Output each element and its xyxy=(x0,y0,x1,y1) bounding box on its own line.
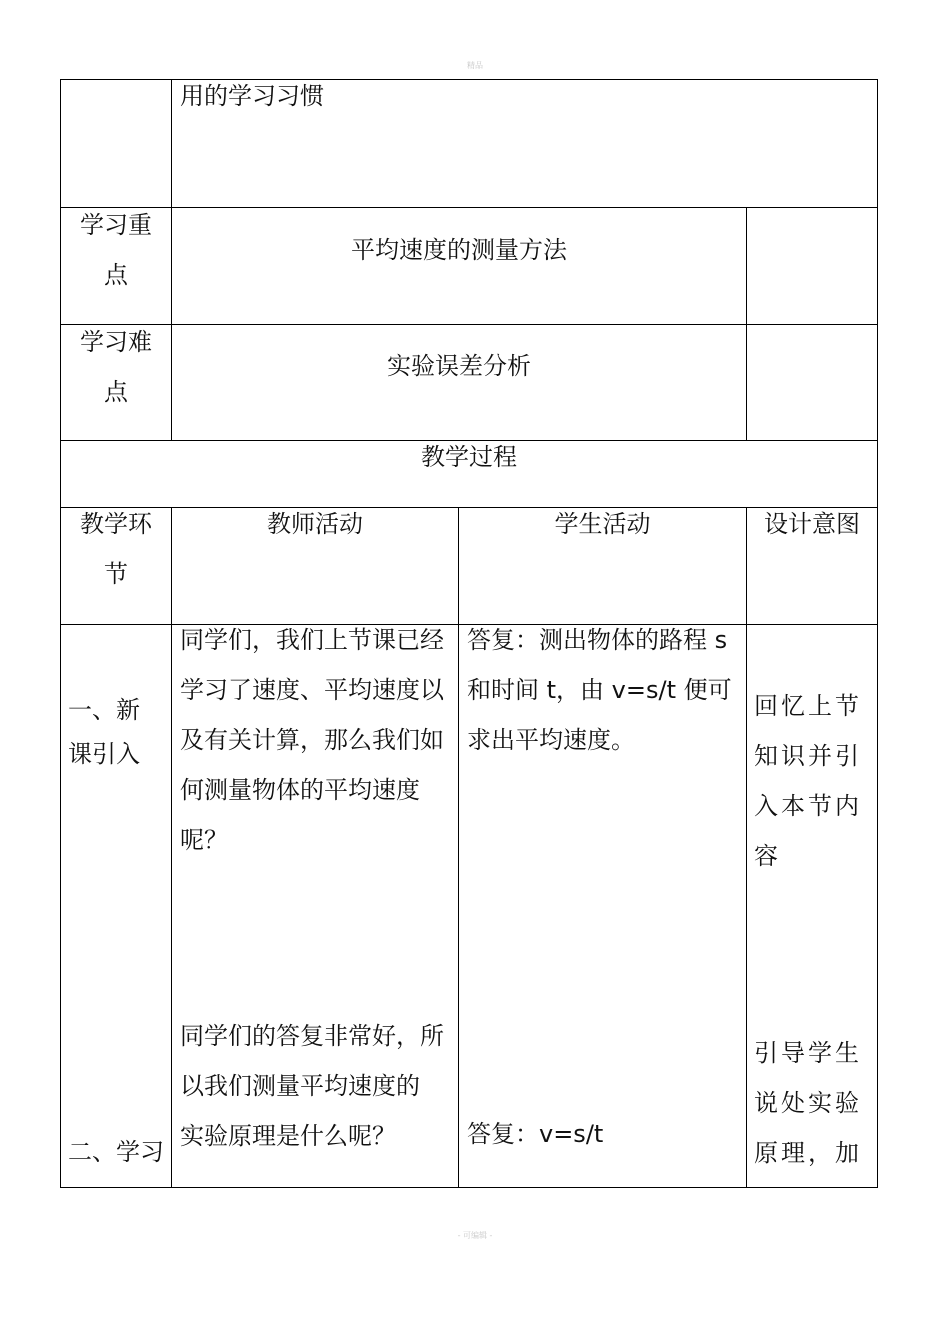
column-header-stage-line2: 节 xyxy=(104,560,128,588)
column-divider xyxy=(171,507,172,1188)
focus-content: 平均速度的测量方法 xyxy=(351,236,567,264)
section1-stage xyxy=(68,688,140,776)
section1-stage-line2: 课引入 xyxy=(68,740,140,768)
section1-student-line: 和时间 t，由 v=s/t 便可 xyxy=(467,676,732,704)
section2-intent-line: 引导学生 xyxy=(754,1039,862,1067)
difficulty-label xyxy=(61,317,171,417)
column-header-student: 学生活动 xyxy=(554,510,651,538)
section2-teacher-line: 以我们测量平均速度的 xyxy=(180,1072,420,1100)
column-divider xyxy=(458,507,459,1188)
section2-teacher-line: 同学们的答复非常好，所 xyxy=(180,1022,444,1050)
section2-student-activity: 答复：v=s/t xyxy=(467,1120,604,1148)
focus-label-line1: 学习重 xyxy=(80,211,152,239)
section2-teacher-activity xyxy=(180,1011,444,1161)
difficulty-label-line2: 点 xyxy=(104,378,128,406)
section1-teacher-line: 同学们，我们上节课已经 xyxy=(180,626,444,654)
header-watermark: 精品 xyxy=(467,61,483,70)
difficulty-content: 实验误差分析 xyxy=(387,352,531,380)
column-divider xyxy=(746,207,747,441)
section1-teacher-line: 学习了速度、平均速度以 xyxy=(180,676,444,704)
section1-stage-line1: 一、新 xyxy=(68,696,140,724)
difficulty-label-line1: 学习难 xyxy=(80,328,152,356)
column-header-stage xyxy=(61,499,171,599)
section1-student-activity xyxy=(467,615,732,765)
section1-intent-line: 容 xyxy=(754,842,781,870)
focus-label xyxy=(61,200,171,300)
section1-intent-line: 知识并引 xyxy=(754,742,862,770)
section1-student-line: 求出平均速度。 xyxy=(467,726,635,754)
section2-intent-line: 说处实验 xyxy=(754,1089,862,1117)
section1-teacher-activity xyxy=(180,615,444,865)
column-header-teacher: 教师活动 xyxy=(267,510,363,538)
section1-teacher-line: 何测量物体的平均速度 xyxy=(180,776,420,804)
section2-stage: 二、学习 xyxy=(68,1138,164,1166)
column-divider xyxy=(746,507,747,1188)
footer-watermark: - 可编辑 - xyxy=(457,1231,493,1240)
section1-teacher-line: 及有关计算，那么我们如 xyxy=(180,726,444,754)
section2-design-intent xyxy=(754,1028,862,1178)
section1-teacher-line: 呢？ xyxy=(180,826,228,854)
section2-teacher-line: 实验原理是什么呢？ xyxy=(180,1122,396,1150)
column-header-stage-line1: 教学环 xyxy=(80,510,152,538)
process-title: 教学过程 xyxy=(421,443,517,471)
table-border-right xyxy=(877,79,878,1188)
row-divider xyxy=(60,207,878,208)
column-header-intent: 设计意图 xyxy=(764,510,860,538)
focus-label-line2: 点 xyxy=(104,261,128,289)
section1-intent-line: 回忆上节 xyxy=(754,692,862,720)
row-divider xyxy=(60,324,878,325)
table-border-bottom xyxy=(60,1187,878,1188)
section2-intent-line: 原理，加 xyxy=(754,1139,862,1167)
section1-student-line: 答复：测出物体的路程 s xyxy=(467,626,728,654)
goal-continuation-text: 用的学习习惯 xyxy=(180,82,324,110)
section1-intent-line: 入本节内 xyxy=(754,792,862,820)
section1-design-intent xyxy=(754,681,862,881)
